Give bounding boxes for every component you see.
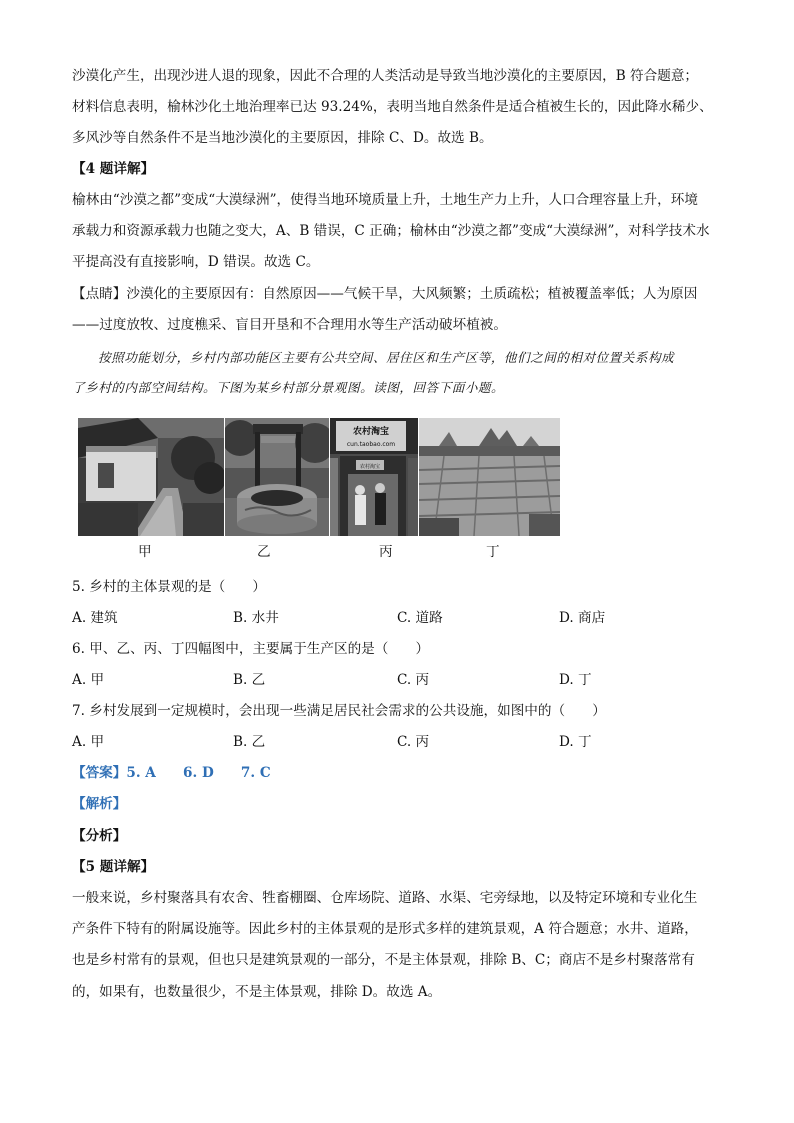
text-line: 承载力和资源承载力也随之变大，A、B 错误，C 正确；榆林由“沙漠之都”变成“大漠绿洲”，对科学技术水 [72,223,710,239]
question-stem: 了乡村的内部空间结构。下图为某乡村部分景观图。读图，回答下面小题。 [72,381,505,395]
q6-option-b[interactable]: B. 乙 [233,672,266,688]
photo-caption: 丁 [486,544,500,560]
question-stem: 按照功能划分，乡村内部功能区主要有公共空间、居住区和生产区等，他们之间的相对位置关系构成 [98,351,675,365]
fenxi-heading: 【分析】 [72,828,127,844]
text-line: 榆林由“沙漠之都”变成“大漠绿洲”，使得当地环境质量上升，土地生产力上升，人口合理容量上升，环境 [72,192,698,208]
q6-option-a[interactable]: A. 甲 [72,672,105,688]
q6-option-c[interactable]: C. 丙 [397,672,430,688]
landscape-photos [78,418,560,536]
section-heading: 【4 题详解】 [72,161,155,177]
q5-option-d[interactable]: D. 商店 [559,610,606,626]
text-line: 平提高没有直接影响，D 错误。故选 C。 [72,254,320,270]
section-heading: 【5 题详解】 [72,859,155,875]
q5-option-a[interactable]: A. 建筑 [72,610,118,626]
q5-option-c[interactable]: C. 道路 [397,610,443,626]
q5-option-b[interactable]: B. 水井 [233,610,279,626]
photo-caption: 乙 [257,544,271,560]
q7-option-a[interactable]: A. 甲 [72,734,105,750]
answer-line: 【答案】5. A 6. D 7. C [72,765,271,781]
shop-sign-title: 农村淘宝 [352,427,390,437]
shop-inner-sign: 农村淘宝 [359,464,381,470]
photo-caption: 甲 [138,544,152,560]
shop-sign-url: cun.taobao.com [346,441,396,448]
photo-ding-fields [419,418,560,536]
text-line: 多风沙等自然条件不是当地沙漠化的主要原因，排除 C、D。故选 B。 [72,130,493,146]
text-line: 一般来说，乡村聚落具有农舍、牲畜棚圈、仓库场院、道路、水渠、宅旁绿地，以及特定环境和专业化生 [72,890,698,906]
q7-option-b[interactable]: B. 乙 [233,734,266,750]
q6-option-d[interactable]: D. 丁 [559,672,592,688]
analysis-heading: 【解析】 [72,796,127,812]
photo-bing-shop [330,418,418,536]
photo-jia-house-path [78,418,224,536]
question-5: 5. 乡村的主体景观的是（ ） [72,579,267,595]
question-7: 7. 乡村发展到一定规模时，会出现一些满足居民社会需求的公共设施，如图中的（ ） [72,703,606,719]
text-line: 产条件下特有的附属设施等。因此乡村的主体景观的是形式多样的建筑景观，A 符合题意；水井、道路， [72,921,698,937]
text-line: 也是乡村常有的景观，但也只是建筑景观的一部分，不是主体景观，排除 B、C；商店不是乡村聚落常有 [72,952,695,968]
q7-option-d[interactable]: D. 丁 [559,734,592,750]
photo-caption: 丙 [379,544,393,560]
photo-yi-well [225,418,329,536]
text-line: 的，如果有，也数量很少，不是主体景观，排除 D。故选 A。 [72,984,442,1000]
text-line: 材料信息表明，榆林沙化土地治理率已达 93.24%，表明当地自然条件是适合植被生长的，因此降水稀少、 [72,99,713,115]
tip-line: ——过度放牧、过度樵采、盲目开垦和不合理用水等生产活动破坏植被。 [72,317,507,333]
text-line: 沙漠化产生，出现沙进人退的现象，因此不合理的人类活动是导致当地沙漠化的主要原因，B 符合题意； [72,68,699,84]
tip-line: 【点睛】沙漠化的主要原因有：自然原因——气候干旱，大风频繁；土质疏松；植被覆盖率低；人为原因 [72,286,698,302]
q7-option-c[interactable]: C. 丙 [397,734,430,750]
question-6: 6. 甲、乙、丙、丁四幅图中，主要属于生产区的是（ ） [72,641,430,657]
